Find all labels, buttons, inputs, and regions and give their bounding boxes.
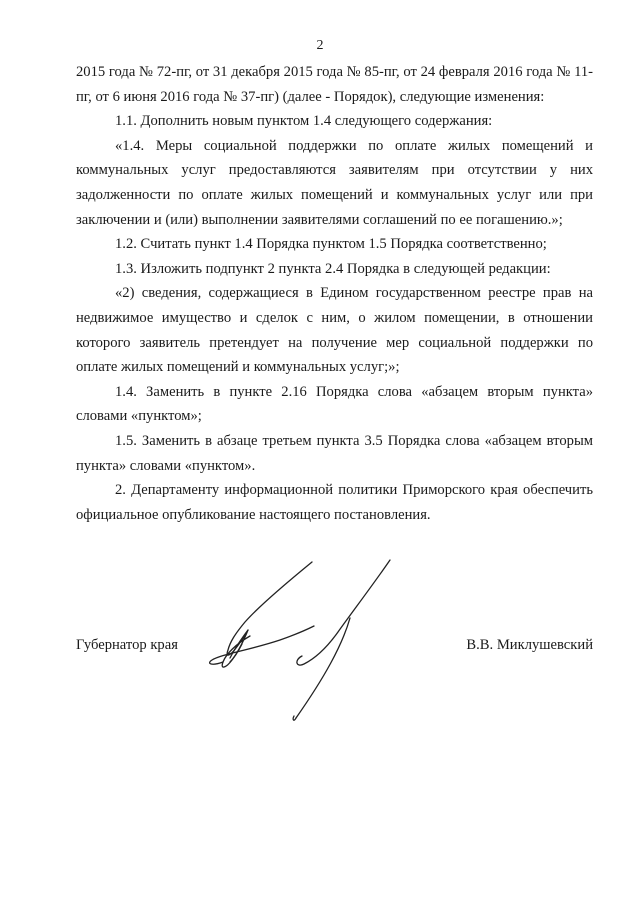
paragraph: 1.1. Дополнить новым пунктом 1.4 следующего содержания: — [115, 113, 493, 130]
signer-name: В.В. Миклушевский — [466, 637, 593, 653]
paragraph: 2015 года № 72-пг, от 31 декабря 2015 года № 85-пг, от 24 февраля 2016 года № 11-пг, от 6 июня 2016 года № 37-пг) (далее - Порядок), следующие изменения: — [76, 64, 593, 105]
paragraph: 2. Департаменту информационной политики Приморского края обеспечить официальное опубликование настоящего постановления. — [76, 482, 593, 523]
page-number: 2 — [316, 38, 324, 53]
paragraph: 1.5. Заменить в абзаце третьем пункта 3.5 Порядка слова «абзацем вторым пункта» словами «пунктом». — [76, 432, 593, 474]
paragraph: 1.4. Заменить в пункте 2.16 Порядка слова «абзацем вторым пункта» словами «пунктом»; — [76, 383, 593, 425]
signer-title: Губернатор края — [76, 637, 178, 653]
paragraph: 1.2. Считать пункт 1.4 Порядка пунктом 1.5 Порядка соответственно; — [115, 236, 547, 253]
paragraph: «1.4. Меры социальной поддержки по оплате жилых помещений и коммунальных услуг предоставляются заявителям при отсутствии у них задолженности по оплате жилых помещений и коммунальных услуг или при заключении и (или) выполнении заявителями соглашений по ее погашению.»; — [76, 137, 593, 228]
paragraph: «2) сведения, содержащиеся в Едином государственном реестре прав на недвижимое имущество и сделок с ним, о жилом помещении, в отношении которого заявитель претендует на получение мер социальной поддержки по оплате жилых помещений и коммунальных услуг;»; — [76, 285, 593, 376]
paragraph: 1.3. Изложить подпункт 2 пункта 2.4 Порядка в следующей редакции: — [115, 260, 551, 277]
signature-block — [76, 633, 593, 659]
document-body — [76, 60, 593, 527]
